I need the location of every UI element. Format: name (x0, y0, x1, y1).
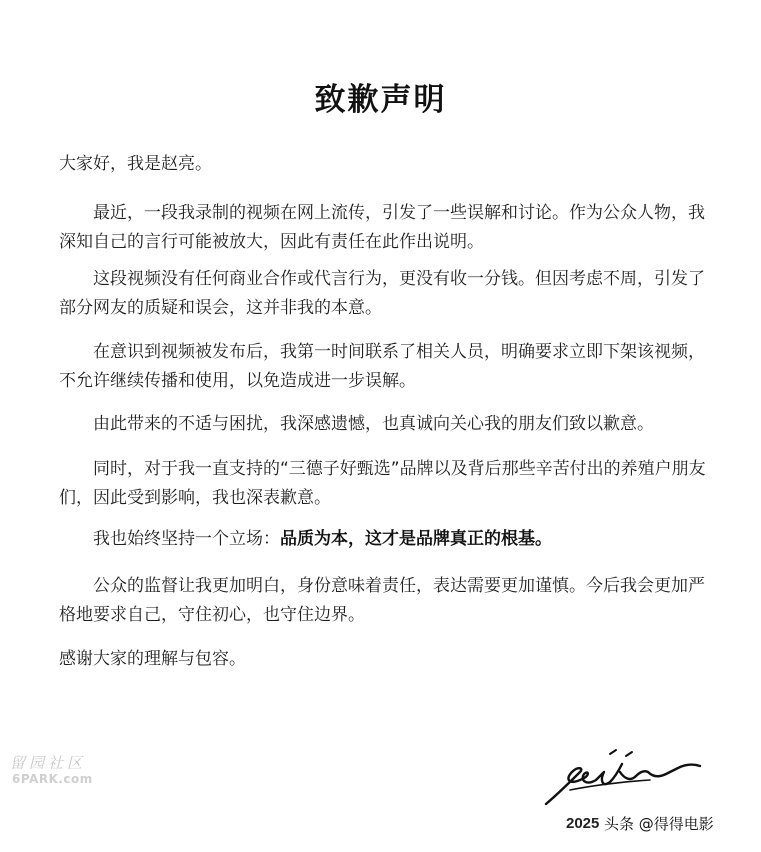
watermark-cn: 留园社区 (10, 754, 87, 772)
paragraph-6-lead: 我也始终坚持一个立场： (93, 529, 280, 549)
paragraph-2: 这段视频没有任何商业合作或代言行为，更没有收一分钱。但因考虑不周，引发了部分网友的质疑和误会，这并非我的本意。 (59, 269, 705, 318)
site-watermark (10, 752, 102, 790)
paragraph-5: 同时，对于我一直支持的“三德子好甄选”品牌以及背后那些辛苦付出的养殖户朋友们，因此受到影响，我也深表歉意。 (59, 459, 706, 508)
source-tag: 头条 @得得电影 (602, 812, 716, 835)
paragraph-4: 由此带来的不适与困扰，我深感遗憾，也真诚向关心我的朋友们致以歉意。 (93, 414, 654, 434)
paragraph-1: 最近，一段我录制的视频在网上流传，引发了一些误解和讨论。作为公众人物，我深知自己的言行可能被放大，因此有责任在此作出说明。 (59, 203, 705, 252)
closing-paragraph: 感谢大家的理解与包容。 (59, 649, 246, 669)
paragraph-6-emphasis: 品质为本，这才是品牌真正的根基。 (280, 529, 552, 549)
statement-date: 2025 (566, 815, 600, 832)
watermark-en: 6PARK.com (12, 772, 93, 786)
paragraph-7: 公众的监督让我更加明白，身份意味着责任，表达需要更加谨慎。今后我会更加严格地要求自己，守住初心，也守住边界。 (59, 576, 705, 625)
handwritten-signature (540, 742, 705, 812)
paragraph-3: 在意识到视频被发布后，我第一时间联系了相关人员，明确要求立即下架该视频，不允许继续传播和使用，以免造成进一步误解。 (59, 342, 705, 391)
greeting-paragraph: 大家好，我是赵亮。 (59, 154, 212, 174)
paragraph-6 (59, 525, 719, 554)
statement-title: 致歉声明 (314, 82, 447, 118)
